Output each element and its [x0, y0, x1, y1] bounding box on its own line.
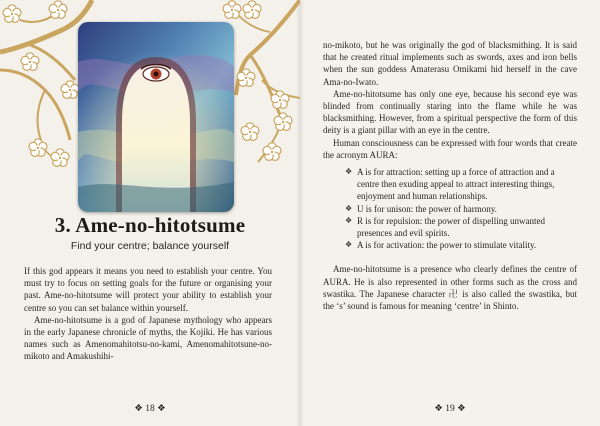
spacer — [323, 251, 577, 263]
diamond-bullet-icon: ❖ — [345, 167, 353, 177]
page-number-right: ❖ 19 ❖ — [434, 404, 466, 414]
list-item — [323, 239, 577, 251]
list-item-text: A is for attraction: setting up a force of attraction and a centre then exuding appeal to attract interesting things, enjoyment and human relationships. — [357, 167, 555, 202]
eye-deity-card-icon — [78, 22, 234, 212]
chapter-title: 3. Ame-no-hitotsume — [54, 213, 246, 237]
page-number-left: ❖ 18 ❖ — [134, 404, 166, 414]
list-item-text: A is for activation: the power to stimulate vitality. — [357, 240, 537, 251]
eye-deity-card — [78, 22, 234, 212]
diamond-bullet-icon: ❖ — [345, 203, 353, 213]
paragraph: Human consciousness can be expressed with four words that create the acronym AURA: — [323, 137, 577, 160]
paragraph: no-mikoto, but he was originally the god of blacksmithing. It is said that he created ritual implements such as swords, axes and iron bells when the sun goddess Amaterasu Omikami hid herself in the cave Ama-no-Iwato. — [323, 40, 577, 87]
paragraph: Ame-no-hitotsume is a presence who clearly defines the centre of AURA. He is also represented in other forms such as the cross and swastika. The Japanese character 卍 is also called the swastika, but the ‘s’ sound is famous for meaning ‘centre’ in Shinto. — [323, 264, 577, 312]
diamond-bullet-icon: ❖ — [345, 240, 353, 250]
list-item — [323, 166, 577, 203]
chapter-subtitle: Find your centre; balance yourself — [70, 240, 230, 252]
diamond-bullet-icon: ❖ — [345, 215, 353, 225]
list-item-text: R is for repulsion: the power of dispelling unwanted presences and evil spirits. — [357, 215, 545, 239]
paragraph: Ame-no-hitotsume is a god of Japanese mythology who appears in the early Japanese chronicle of myths, the Kojiki. He has various names such as Amenomahitotsu-no-kami, Amenomahitotsune-no-mikoto and Amakushihi- — [24, 314, 272, 362]
paragraph: If this god appears it means you need to establish your centre. You must try to focus on setting goals for the future or organising your past. Ame-no-hitotsume will protect your ability to establish your centre so you can set balance within yourself. — [24, 266, 272, 313]
right-page-body — [323, 39, 577, 312]
paragraph: Ame-no-hitotsume has only one eye, because his second eye was blinded from continually staring into the flame while he was blacksmithing. However, from a spiritual perspective the form of this deity is a giant pillar with an eye in the centre. — [323, 88, 577, 136]
list-item-text: U is for unison: the power of harmony. — [357, 203, 497, 214]
left-page-body — [24, 265, 272, 363]
list-item — [323, 215, 577, 239]
aura-bullet-list — [323, 166, 577, 251]
list-item — [323, 203, 577, 215]
